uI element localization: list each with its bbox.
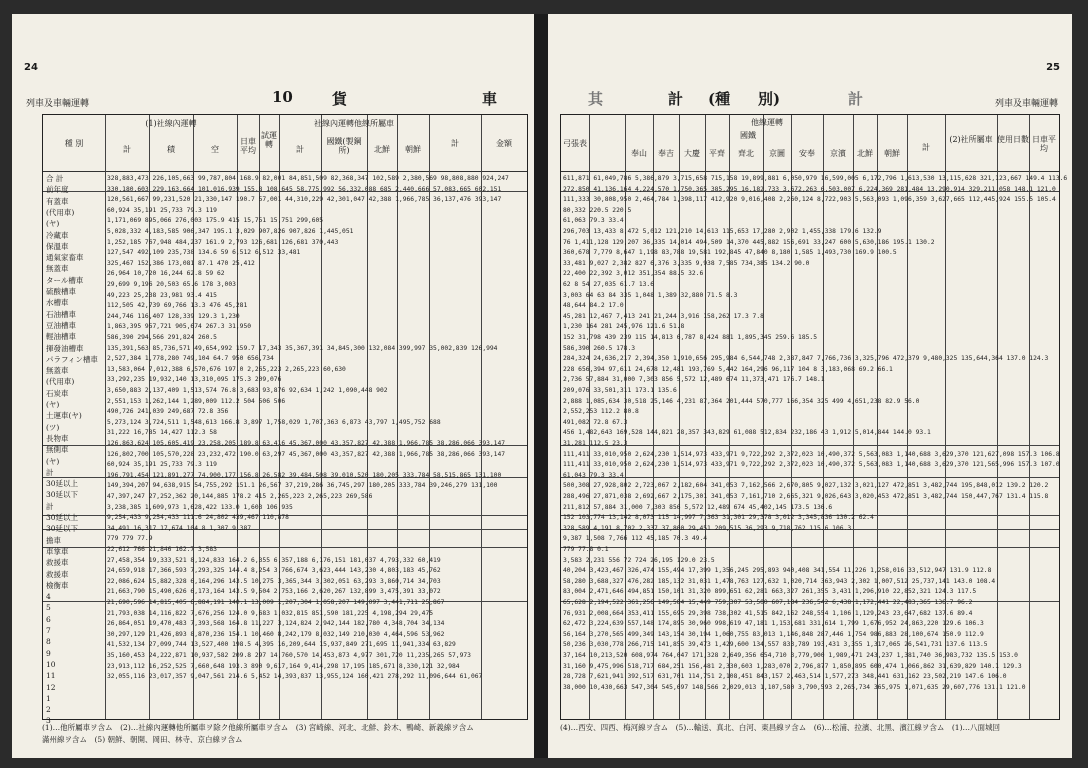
table-row: 3,003 64 63 84 335 1,048 1,389 32,880 71.5 8.3: [563, 291, 738, 299]
table-row: 58,280 3,688,327 476,282 185,132 31,031 1,478,763 127,632 1,020,714 363,943 2,302 1,007,512 25,737,141 143.0 108.4: [563, 577, 996, 585]
header-g1-col3: 空: [211, 145, 219, 154]
table-row: 127,547 492,109 235,738 134.6 59 6,512 6,512 33,481: [107, 249, 301, 257]
row-label: 10: [46, 659, 56, 669]
table-row: 35,160,453 24,222,871 10,937,582 209.8 297 14,760,570 14,453,873 4,977 301,720 11,235,265 57,973: [107, 652, 471, 659]
title-number: 10: [272, 88, 293, 106]
table-row: 29,699 9,196 20,503 65.6 178 3,003: [107, 281, 236, 288]
table-row: 111,411 33,010,950 2,624,230 1,514,973 433,971 9,722,292 2,372,023 10,490,372 5,563,083 1,140,688 3,629,370 121,565,996 157.3 107.0: [563, 461, 1060, 469]
header-owned: (2)社所屬車: [949, 135, 993, 144]
table-row: 50,236 3,030,778 266,715 141,855 39,473 1,429,600 134,557 833,789 193,431 3,355 1,317,065 26,541,731 137.6 113.5: [563, 641, 988, 649]
row-label: 8: [46, 637, 51, 647]
table-row: 1,230 164 281 245,976 121.6 51.8: [563, 323, 685, 331]
table-row: 456 1,482,643 169,528 144,821 28,357 343,829 61,088 512,834 232,186 43 1,912 5,014,844 144.0 93.1: [563, 429, 931, 437]
table-row: 76 1,411,128 129,207 36,335 14,014 494,509 14,370 445,882 156,691 33,247 600 5,630,186 195.1 130.2: [563, 238, 935, 246]
table-row: 135,391,563 85,736,571 49,654,992 159.7 17,343 35,367,391 34,845,300 132,084 399,997 35,002,839 126,994: [107, 344, 498, 352]
table-row: 45,281 12,467 7,413 241 21,244 3,916 158,262 17.3 7.8: [563, 312, 764, 320]
table-row: 611,871 61,049,786 5,386,879 3,715,658 715,158 19,899,881 6,050,979 16,599,005 6,172,796 1,613,530 13,115,628 321,123,667 149.4 113.6: [563, 175, 1068, 182]
table-row: 27,458,354 19,333,521 8,124,833 164.2 6,355 6,357,188 6,176,151 181,037 4,793,332 60,419: [107, 556, 441, 564]
header-group2: 社線內運轉他線所屬車: [314, 119, 394, 128]
table-row: 23,913,112 16,252,525 7,660,648 193.3 890 9,617,164 9,414,298 17,195 185,671 8,330,121 32,984: [107, 662, 460, 670]
header-test: 試運轉: [261, 131, 277, 149]
table-row: 65,628 2,194,522 361,256 149,584 15,449 759,307 53,500 607,184 236,542 6,438 1,172,441 22,483,365 136.7 96.2: [563, 599, 973, 606]
table-row: 196,791,454 121,891,277 74,900,177 156.8 26,582 39,484,508 39,010,520 180,205 333,784 58,515,865 131,100: [107, 471, 502, 479]
row-label: 豆油槽車: [46, 320, 76, 330]
header-total: 計: [451, 139, 459, 148]
header-k10: 朝鮮: [884, 149, 900, 158]
running-head-left: 列車及車輛運轉: [26, 99, 90, 109]
row-label: 5: [46, 603, 51, 613]
row-label: 11: [46, 671, 56, 681]
table-row: 48,644 84.2 17.0: [563, 302, 624, 310]
table-row: 37,164 10,213,520 608,974 764,047 171,328 2,649,356 654,710 3,779,900 1,989,471 243,237 1,381,740 36,983,732 135.5 153.0: [563, 652, 1018, 659]
row-label: 無側車: [46, 445, 69, 455]
table-row: 1,171,069 895,066 276,003 175.9 415 15,751 15,751 299,605: [107, 217, 324, 225]
title-char-r3: (種: [708, 90, 731, 108]
header-k9: 北鮮: [857, 149, 873, 158]
table-row: 40,204 3,423,467 326,474 155,494 17,399 1,356,245 295,893 940,408 341,554 11,226 1,258,016 33,512,947 131.9 112.8: [563, 567, 992, 575]
row-label: 30延以下: [46, 490, 79, 500]
row-label: 保溫車: [46, 241, 69, 251]
table-row: 41,532,134 27,099,744 13,527,400 198.5 4,395 16,209,644 15,937,849 271,695 11,941,334 63,829: [107, 641, 456, 649]
table-row: 111,333 30,808,950 2,464,784 1,398,117 412,920 9,016,408 2,260,124 8,722,903 5,563,093 1,096,359 3,627,665 112,445,924 155.5 105.4: [563, 196, 1056, 204]
row-label: 土運車(ヤ): [46, 411, 82, 421]
header-k6: 京圖: [769, 149, 785, 158]
header-g1-col2: 積: [167, 145, 175, 154]
header-g2-col1: 計: [296, 145, 304, 154]
header-k3: 大慶: [684, 149, 700, 158]
table-row: 31,281 112.5 23.3: [563, 440, 628, 447]
row-label: 冷藏車: [46, 230, 69, 240]
table-row: 26,964 10,720 16,244 62.8 59 62: [107, 270, 225, 278]
table-row: 5,273,124 3,724,511 1,548,613 166.8 3,897 1,758,029 1,707,363 6,873 43,797 1,495,752 688: [107, 418, 441, 426]
table-row: 33,292,235 19,932,140 13,310,095 175.3 209,076: [107, 376, 282, 384]
table-row: 33,481 9,027 2,382 827 6,376 3,335 9,938 7,585 734,385 134.2 90.0: [563, 259, 810, 267]
header-group-other: 他線運轉: [751, 118, 783, 127]
table-row: 120,561,667 99,231,520 21,330,147 190.7 57,001 44,310,229 42,301,047 42,388 1,966,785 36,137,476 393,147: [107, 196, 502, 204]
row-label: 4: [46, 592, 51, 602]
title-char-2: 車: [482, 90, 498, 108]
header-kokutetsu: 國鐵: [740, 131, 756, 140]
header-k8: 京濱: [830, 149, 846, 158]
table-row: 13,583,064 7,012,388 6,570,676 197.0 2,265,223 2,265,223 60,630: [107, 365, 346, 373]
table-row: 491,082 72.8 67.3: [563, 418, 628, 426]
table-row: 22,612 766 21,846 162.7 3,583: [107, 546, 217, 553]
table-row: 1,252,185 767,948 484,237 161.9 2,793 126,681 126,681 370,443: [107, 238, 339, 246]
book-gutter: [534, 14, 548, 758]
table-row: 149,394,207 94,638,915 54,755,292 151.1 26,567 37,219,286 36,745,297 180,205 333,784 39,246,279 131,100: [107, 482, 498, 490]
table-row: 3,238,385 1,609,973 1,628,422 133.0 1,603 106,935: [107, 503, 293, 511]
row-label: (代用車): [46, 207, 75, 217]
table-row: 211,812 57,884 31,000 7,303 856 5,572 12,489 674 45,402,145 173.5 136.6: [563, 503, 833, 511]
table-row: 38,000 10,430,663 547,304 545,697 148,566 2,029,013 1,107,580 3,790,593 2,265,734 365,975 1,071,635 29,607,776 131.1 121.0: [563, 683, 1026, 691]
header-row-label: 種 別: [64, 139, 84, 148]
row-label: (代用車): [46, 377, 75, 387]
title-char-1: 貨: [332, 90, 348, 108]
table-row: 61,063 79.3 33.4: [563, 217, 624, 225]
running-head-right: 列車及車輛運轉: [994, 99, 1058, 109]
row-label: (ヤ): [46, 456, 60, 466]
table-row: 112,505 42,739 69,766 13.3 476 45,281: [107, 302, 248, 310]
row-label: 石炭車: [46, 388, 69, 398]
row-label: 3: [46, 716, 51, 726]
row-label: 無蓋車: [46, 264, 69, 274]
left-table: [42, 114, 528, 726]
header-g1-col1: 計: [123, 145, 131, 154]
table-row: 21,663,790 15,490,626 6,173,164 143.5 9,504 2,753,166 2,620,267 132,899 3,475,391 33,072: [107, 588, 441, 596]
table-row: 31,160 9,475,996 518,717 684,251 156,481 2,330,603 1,283,070 2,796,877 1,850,895 600,474 1,066,862 31,639,829 140.1 129.3: [563, 662, 1022, 670]
row-label: 1: [46, 693, 51, 703]
table-row: 244,746 116,407 128,339 129.3 1,230: [107, 312, 240, 320]
row-label: 水槽車: [46, 298, 69, 308]
row-label: 救援車: [46, 569, 69, 579]
table-row: 76,931 2,008,664 353,411 155,695 29,398 738,302 41,515 842,162 248,554 1,106 1,129,243 23,647,682 137.6 89.4: [563, 609, 973, 617]
table-row: 779 77.8 0.1: [563, 546, 609, 553]
table-row: 80,332 220.5 220.5: [563, 206, 632, 214]
row-label: 檢衡車: [46, 580, 69, 590]
table-row: 500,308 27,928,802 2,723,067 2,182,604 341,053 7,162,566 2,670,805 9,027,132 3,021,127 472,851 3,482,744 195,848,012 139.2 120.2: [563, 482, 1049, 490]
table-row: 28,728 7,621,941 392,517 631,701 114,751 2,108,451 843,157 2,463,514 1,577,273 348,441 631,162 23,502,219 147.6 106.0: [563, 673, 1007, 681]
table-row: 325,467 152,386 173,081 87.1 470 25,412: [107, 259, 255, 267]
table-row: 3,650,883 2,137,409 1,513,574 76.8 3,683 93,876 92,634 1,242 1,090,448 902: [107, 387, 388, 394]
table-row: 2,552,253 112.2 80.8: [563, 408, 639, 416]
table-row: 9,254,433 9,254,433 111.6 24,802 439,467 110,878: [107, 514, 289, 522]
footnote-2: 滿州線ヲ含ム (5) 朝鮮、朝開、岡田、林寺、京白線ヲ含ム: [42, 735, 243, 744]
title-char-r5: 計: [848, 90, 864, 108]
table-row: 62 8 54 27,035 61.7 13.6: [563, 281, 654, 288]
table-row: 209,076 33,501,311 173.1 135.6: [563, 387, 677, 394]
row-label: 有蓋車: [46, 196, 69, 206]
table-row: 22,086,624 15,882,328 6,164,296 143.5 10,275 3,365,344 3,302,051 63,293 3,860,714 34,703: [107, 577, 441, 585]
table-row: 328,883,473 226,105,663 99,787,804 168.9 82,001 84,851,509 82,368,347 102,589 2,380,569 98,808,880 924,247: [107, 175, 509, 182]
title-char-r1: 其: [588, 90, 604, 108]
row-label: (ヤ): [46, 219, 60, 229]
row-label: パラフィン槽車: [46, 354, 98, 364]
table-row: 24,659,918 17,366,593 7,293,325 144.4 8,254 3,766,674 3,623,444 143,230 4,803,183 45,762: [107, 567, 441, 575]
table-row: 152 103,774 13,142 8,073 115 14,997 7,363 31,301 29,378 3,012 3,345,836 130.2 62.4: [563, 514, 874, 522]
header-k1: 奉山: [631, 149, 647, 158]
table-row: 228 656,394 97,611 24,678 12,481 193,769 5,442 164,296 96,117 104 8 3,183,068 69.2 66.1: [563, 365, 893, 373]
table-row: 111,411 33,010,950 2,624,230 1,514,973 433,971 9,722,292 2,372,023 10,490,372 5,563,083 1,140,688 3,629,370 121,627,098 157.3 106.8: [563, 450, 1060, 458]
header-k4: 平齊: [709, 149, 725, 158]
row-label: 30延以上: [46, 513, 79, 522]
row-label: 計: [46, 501, 54, 511]
row-label: 30延以下: [46, 524, 79, 534]
header-g2-col4: 朝鮮: [405, 145, 421, 154]
table-row: 26,864,051 19,470,483 7,393,568 164.8 11,227 3,124,824 2,942,144 182,780 4,348,704 34,134: [107, 620, 445, 628]
table-row: 288,496 27,871,038 2,692,667 2,175,301 341,053 7,161,710 2,665,321 9,026,643 3,020,453 472,851 3,482,744 150,447,767 131.4 115.8: [563, 493, 1049, 500]
table-row: 284,324 24,636,217 2,394,350 1,910,656 295,984 6,544,748 2,387,847 7,766,736 3,325,796 472,379 9,480,325 135,644,364 137.0 124.3: [563, 355, 1049, 363]
table-row: 47,397,247 27,252,362 20,144,885 178.2 415 2,265,223 2,265,223 269,586: [107, 493, 373, 500]
table-row: 21,690,596 14,815,405 6,884,191 140.1 13,009 1,207,304 1,058,207 149,097 3,441,711 25,867: [107, 599, 445, 606]
table-row: 586,390 294,566 291,824 260.5: [107, 334, 217, 341]
table-row: 126,863,624 105,605,419 23,258,205 189.8 63,416 45,367,000 43,357,827 42,388 1,966,785 38,286,066 393,147: [107, 440, 506, 447]
header-g2-col2: 國鐵(製鋼所): [326, 137, 362, 155]
table-row: 61,043 79.3 33.4: [563, 471, 624, 479]
header-g2-col3: 北鮮: [374, 145, 390, 154]
row-label: 擔車: [46, 535, 61, 545]
page-number-left: 24: [24, 62, 38, 73]
header-k5: 齊北: [738, 149, 754, 158]
table-row: 296,703 13,433 8,472 5,012 121,210 14,613 115,653 17,280 2,902 1,455,338 179.6 132.9: [563, 228, 882, 235]
table-body-right: [563, 175, 1068, 717]
table-row: 60,924 35,191 25,733 79.3 119: [107, 461, 217, 469]
table-row: 49,223 25,238 23,981 93.4 415: [107, 291, 217, 299]
row-label: 無蓋車: [46, 366, 69, 376]
row-label: (ツ): [46, 422, 60, 432]
header-days: 使用日數: [997, 135, 1029, 144]
header-unit: 日車平均: [240, 137, 256, 155]
title-char-r2: 計: [668, 90, 684, 108]
row-label: タール槽車: [46, 275, 84, 285]
row-label: 通氣家畜車: [46, 253, 84, 263]
table-row: 3,583 2,231 556 72 724 26,195 129.0 23.5: [563, 556, 715, 564]
right-page: [548, 14, 1072, 758]
table-row: 328,589 4,191 8,702 2,337 37,800 29,451 209,515 36,293 9,718,762 115.6 106.3: [563, 524, 852, 532]
table-row: 56,164 3,270,565 499,349 143,154 30,194 1,060,755 83,013 1,146,848 287,446 1,754 986,883 28,100,674 150.9 112.9: [563, 630, 984, 638]
header-amount: 金額: [496, 139, 512, 148]
table-row: 586,390 260.5 178.3: [563, 344, 636, 352]
left-page: [12, 14, 534, 758]
row-label: 7: [46, 626, 51, 635]
row-label: 救援車: [46, 558, 69, 568]
table-row: 22,400 22,392 3,012 351,354 88.5 32.6: [563, 270, 704, 278]
table-row: 2,736 57,884 31,000 7,303 856 5,572 12,489 674 11,373,471 176.7 148.1: [563, 376, 825, 384]
table-row: 360,678 7,779 8,647 1,198 83,788 19,581 192,845 47,840 8,180 1,585 1,493,730 169.9 100.5: [563, 249, 897, 257]
row-label: 9: [46, 648, 51, 658]
table-row: 779 779 77.9: [107, 535, 153, 543]
page-number-right: 25: [1046, 62, 1060, 73]
row-label: 2: [46, 705, 51, 715]
table-row: 9,387 1,508 7,766 112 45,185 70.3 49.4: [563, 535, 708, 543]
row-label: 30延以上: [46, 479, 79, 489]
table-row: 60,924 35,191 25,733 79.3 119: [107, 206, 217, 214]
row-label: 合 計: [46, 174, 64, 183]
row-label: 長物車: [46, 433, 69, 443]
footnote-1: (1)…他所屬車ヲ含ム (2)…社線內運轉他所屬車ヲ除ク他線所屬車ヲ含ム (3) 宮崎線、河北、北鮮、鈴木、鴨崎、新義線ヲ含ム: [42, 723, 474, 732]
table-row: 2,527,384 1,778,280 749,104 64.7 950 656,734: [107, 355, 274, 363]
header-k7: 安奉: [799, 149, 815, 158]
row-label: 計: [46, 467, 54, 477]
table-row: 1,863,395 957,721 905,674 267.3 31,950: [107, 323, 252, 331]
table-row: 490,726 241,039 249,687 72.8 356: [107, 408, 229, 416]
header-other-total: 計: [922, 143, 930, 152]
title-char-r4: 別): [758, 90, 781, 108]
table-row: 152 31,798 439 239 115 14,813 6,787 8,424 881 1,895,345 259.6 185.5: [563, 334, 818, 341]
table-row: 32,055,116 23,017,357 9,047,561 214.6 5,452 14,393,837 13,955,124 160,421 278,292 11,096,644 61,067: [107, 673, 483, 681]
header-group1: (1)社線內運轉: [145, 119, 197, 128]
row-label: 12: [46, 682, 56, 692]
row-label: 硫酸槽車: [46, 287, 76, 296]
table-row: 5,028,332 4,183,585 906,347 195.1 3,029 907,826 907,826 1,445,051: [107, 228, 354, 235]
row-label: 揮發油槽車: [46, 343, 84, 353]
table-row: 2,551,153 1,262,144 1,289,009 112.2 504 506 506: [107, 397, 286, 405]
header-k2: 奉吉: [658, 149, 674, 158]
footnote-right: (4)…西安、四西、梅河線ヲ含ム (5)…輸送、真北、白河、東昌線ヲ含ム (6)…松浦、拉濱、北黑、濱江線ヲ含ム (1)…八面城回: [560, 723, 1000, 732]
header-avg: 日車平均: [1032, 135, 1056, 153]
row-label: (ヤ): [46, 400, 60, 409]
table-row: 30,297,129 21,426,893 8,870,236 154.1 10,460 8,242,179 8,032,149 210,030 4,464,596 53,962: [107, 630, 445, 638]
row-label: 石油槽車: [46, 309, 76, 319]
table-row: 62,472 3,224,639 557,148 174,895 30,960 998,619 47,181 1,153,681 331,614 1,799 1,676,952 24,863,220 129.6 106.3: [563, 620, 984, 628]
table-row: 126,802,700 105,570,228 23,232,472 190.0 63,297 45,367,000 43,357,827 42,388 1,966,785 38,286,066 393,147: [107, 450, 506, 458]
table-row: 2,888 1,085,634 30,518 25,146 4,231 87,364 201,444 570,777 166,354 325 499 4,651,238 82.9 56.0: [563, 397, 920, 405]
row-label: 車掌車: [46, 546, 69, 556]
table-row: 34,491 16,317 17,674 104.8 1,307 9,387: [107, 524, 252, 532]
table-row: 21,793,038 14,116,822 7,676,256 124.0 9,683 1,032,815 851,590 181,225 4,198,294 29,475: [107, 609, 434, 617]
right-table: [560, 114, 1068, 720]
row-label: 6: [46, 614, 51, 624]
table-row: 83,004 2,471,646 494,851 150,101 31,320 899,651 62,281 663,327 261,355 3,431 1,296,910 22,852,321 124.3 117.5: [563, 588, 977, 596]
table-body: [107, 175, 525, 717]
row-label: 輕油槽車: [46, 332, 76, 342]
header-code: 弓張表: [563, 139, 587, 148]
table-row: 272,850 41,136,164 4,224,570 1,750,365 385,295 16,182,733 3,672,263 6,503,007 6,224,369 281,484 13,290,914 329,211,058 148.1 121.0: [563, 185, 1056, 193]
table-row: 31,222 16,785 14,427 112.3 58: [107, 429, 217, 437]
row-label: 前年度: [46, 185, 69, 195]
table-row: 330,180,603 229,163,664 101,016,939 155.8 108,645 58,775,992 56,332,088 685 2,440,666 57,083,665 602,151: [107, 185, 502, 193]
